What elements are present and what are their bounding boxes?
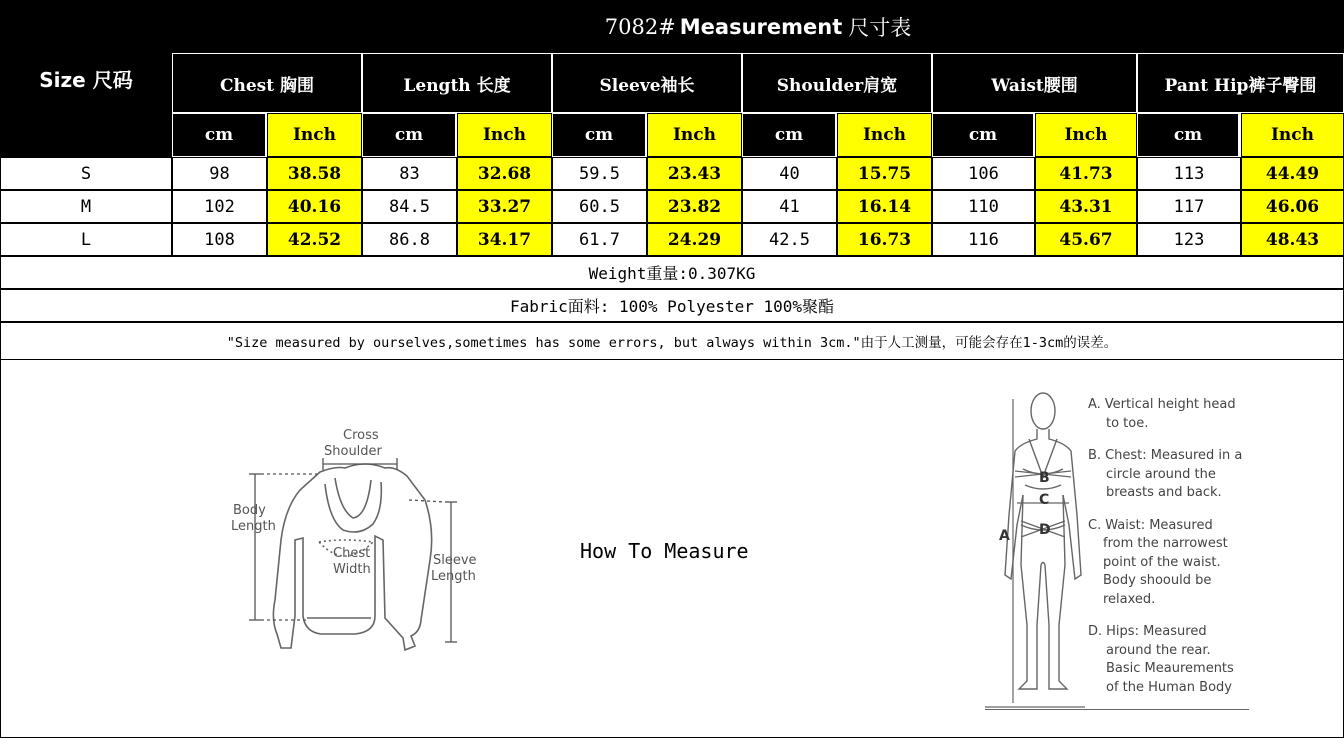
value-inch-cell: 41.73 — [1035, 157, 1137, 190]
value-inch-cell: 23.43 — [647, 157, 742, 190]
unit-cm-header: cm — [172, 113, 266, 157]
figure-note — [1088, 517, 1338, 610]
unit-inch-header: Inch — [1241, 113, 1344, 157]
figure-note-line — [1088, 642, 1338, 661]
figure-mark-a: A — [999, 528, 1010, 544]
group-header: Waist腰围 — [932, 53, 1137, 113]
fabric-text: Fabric面料: 100% Polyester 100%聚酯 — [509, 297, 835, 316]
figure-note — [1088, 447, 1338, 503]
figure-note-line — [1088, 484, 1338, 503]
value-cm-cell: 60.5 — [552, 190, 647, 223]
chest-width-label-1: Chest — [333, 546, 371, 561]
value-inch-cell: 38.58 — [267, 157, 362, 190]
table-title — [172, 0, 1344, 53]
value-cm-cell: 106 — [932, 157, 1035, 190]
figure-mark-c: C — [1039, 492, 1050, 508]
unit-inch-header: Inch — [457, 113, 552, 157]
unit-inch-header: Inch — [1035, 113, 1137, 157]
cross-shoulder-label-2: Shoulder — [324, 444, 382, 459]
value-inch-cell: 42.52 — [267, 223, 362, 256]
value-cm-cell: 41 — [742, 190, 837, 223]
body-length-label-2: Length — [231, 519, 276, 534]
unit-cm-header: cm — [552, 113, 646, 157]
figure-note-letter: A. — [1088, 397, 1101, 412]
figure-note-line — [1088, 623, 1338, 642]
figure-note — [1088, 396, 1338, 433]
body-length-label-1: Body — [233, 503, 266, 518]
value-cm-cell: 117 — [1137, 190, 1241, 223]
figure-note-line — [1088, 660, 1338, 679]
value-cm-cell: 123 — [1137, 223, 1241, 256]
unit-cm-header: cm — [742, 113, 836, 157]
value-inch-cell: 16.14 — [837, 190, 932, 223]
title-cn: 尺寸表 — [848, 15, 912, 40]
figure-note-letter: B. — [1088, 448, 1102, 463]
figure-notes — [1088, 396, 1338, 697]
figure-note-text: Hips: Measured — [1106, 624, 1207, 639]
unit-cm-header: cm — [932, 113, 1034, 157]
figure-note-text: Chest: Measured in a — [1105, 448, 1243, 463]
value-cm-cell: 86.8 — [362, 223, 457, 256]
row-size-label: L — [0, 223, 172, 256]
figure-baseline — [985, 709, 1249, 710]
value-inch-cell: 45.67 — [1035, 223, 1137, 256]
value-cm-cell: 116 — [932, 223, 1035, 256]
group-header: Pant Hip裤子臀围 — [1137, 53, 1344, 113]
group-header: Length 长度 — [362, 53, 552, 113]
value-cm-cell: 61.7 — [552, 223, 647, 256]
sleeve-length-label-2: Length — [431, 569, 476, 584]
row-size-label: M — [0, 190, 172, 223]
group-header: Chest 胸围 — [172, 53, 362, 113]
value-inch-cell: 33.27 — [457, 190, 552, 223]
note-text: "Size measured by ourselves,sometimes has some errors, but always within 3cm."由于人工测量，可能会存在1-3cm的误差。 — [226, 335, 1118, 351]
how-to-measure-label: How To Measure — [580, 539, 749, 563]
chest-width-label-2: Width — [333, 562, 371, 577]
figure-note-line — [1088, 679, 1338, 698]
weight-text: Weight重量:0.307KG — [588, 264, 756, 283]
value-inch-cell: 48.43 — [1241, 223, 1344, 256]
value-inch-cell: 15.75 — [837, 157, 932, 190]
title-bold: Measurement — [679, 14, 843, 39]
figure-note-line — [1088, 415, 1338, 434]
figure-note-text: of the Human Body — [1106, 679, 1232, 695]
figure-note-line — [1088, 591, 1338, 610]
size-header — [0, 0, 172, 157]
value-cm-cell: 83 — [362, 157, 457, 190]
figure-note-text: relaxed. — [1103, 591, 1156, 607]
figure-note-text: circle around the — [1106, 466, 1216, 482]
value-cm-cell: 40 — [742, 157, 837, 190]
value-inch-cell: 43.31 — [1035, 190, 1137, 223]
figure-note — [1088, 623, 1338, 697]
cross-shoulder-label-1: Cross — [343, 428, 379, 443]
figure-note-text: breasts and back. — [1106, 485, 1222, 500]
title-code: 7082# — [604, 14, 676, 39]
figure-note-text: around the rear. — [1106, 642, 1211, 658]
figure-note-line — [1088, 447, 1338, 466]
figure-note-line — [1088, 572, 1338, 591]
unit-inch-header: Inch — [267, 113, 362, 157]
value-cm-cell: 108 — [172, 223, 267, 256]
figure-note-line — [1088, 554, 1338, 573]
value-inch-cell: 46.06 — [1241, 190, 1344, 223]
note-row — [0, 322, 1344, 360]
value-inch-cell: 44.49 — [1241, 157, 1344, 190]
value-cm-cell: 102 — [172, 190, 267, 223]
value-inch-cell: 40.16 — [267, 190, 362, 223]
figure-note-line — [1088, 466, 1338, 485]
value-inch-cell: 34.17 — [457, 223, 552, 256]
value-inch-cell: 23.82 — [647, 190, 742, 223]
value-inch-cell: 32.68 — [457, 157, 552, 190]
figure-note-text: Basic Meaurements — [1106, 661, 1234, 676]
size-header-label: Size 尺码 — [39, 68, 133, 92]
value-inch-cell: 24.29 — [647, 223, 742, 256]
figure-note-text: point of the waist. — [1103, 554, 1221, 570]
value-cm-cell: 42.5 — [742, 223, 837, 256]
value-cm-cell: 113 — [1137, 157, 1241, 190]
figure-mark-d: D — [1039, 522, 1051, 538]
human-figure-diagram — [985, 385, 1085, 715]
figure-note-text: from the narrowest — [1103, 536, 1228, 551]
figure-note-line — [1088, 517, 1338, 536]
unit-inch-header: Inch — [647, 113, 742, 157]
value-cm-cell: 110 — [932, 190, 1035, 223]
sweater-diagram — [225, 420, 495, 660]
figure-note-text: Vertical height head — [1104, 397, 1236, 412]
unit-inch-header: Inch — [837, 113, 932, 157]
group-header: Sleeve袖长 — [552, 53, 742, 113]
figure-note-line — [1088, 535, 1338, 554]
figure-note-letter: D. — [1088, 624, 1103, 639]
group-header: Shoulder肩宽 — [742, 53, 932, 113]
fabric-row — [0, 289, 1344, 322]
figure-note-text: Body shoould be — [1103, 573, 1212, 588]
row-size-label: S — [0, 157, 172, 190]
figure-note-line — [1088, 396, 1338, 415]
value-cm-cell: 59.5 — [552, 157, 647, 190]
sleeve-length-label-1: Sleeve — [433, 553, 477, 568]
value-cm-cell: 98 — [172, 157, 267, 190]
weight-row — [0, 256, 1344, 289]
figure-note-text: Waist: Measured — [1105, 517, 1213, 533]
unit-cm-header: cm — [1137, 113, 1239, 157]
figure-note-text: to toe. — [1106, 415, 1149, 431]
unit-cm-header: cm — [362, 113, 456, 157]
value-inch-cell: 16.73 — [837, 223, 932, 256]
figure-note-letter: C. — [1088, 517, 1102, 533]
value-cm-cell: 84.5 — [362, 190, 457, 223]
figure-mark-b: B — [1039, 470, 1050, 486]
